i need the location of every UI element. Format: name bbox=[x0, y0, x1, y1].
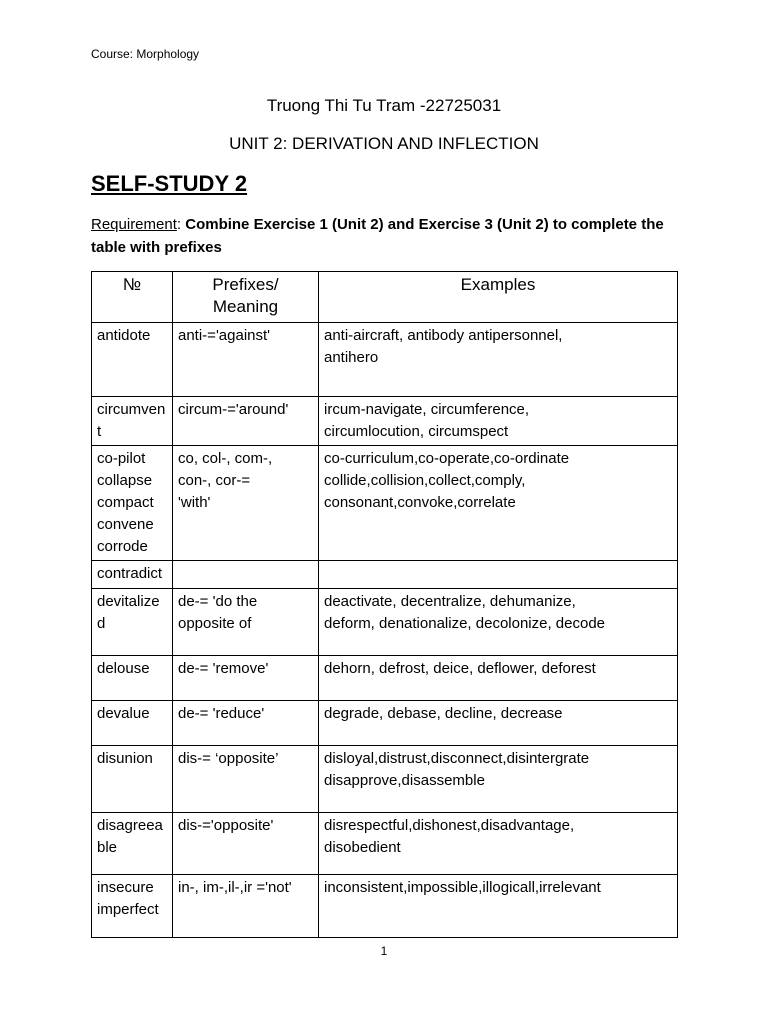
table-row bbox=[92, 589, 678, 656]
word-cell: antidote bbox=[92, 323, 173, 397]
table-row bbox=[92, 446, 678, 561]
word-cell: circumvent bbox=[92, 397, 173, 446]
examples-cell: deactivate, decentralize, dehumanize, deform, denationalize, decolonize, decode bbox=[319, 589, 678, 656]
prefix-cell: circum-='around' bbox=[173, 397, 319, 446]
examples-cell bbox=[319, 561, 678, 589]
word-cell: delouse bbox=[92, 656, 173, 701]
requirement-colon: : bbox=[176, 216, 186, 233]
word-cell: devitalized bbox=[92, 589, 173, 656]
self-study-heading: SELF-STUDY 2 bbox=[91, 171, 248, 196]
prefix-table bbox=[91, 271, 678, 938]
table-row bbox=[92, 323, 678, 397]
table-row bbox=[92, 701, 678, 746]
prefix-cell bbox=[173, 561, 319, 589]
word-cell: disagreeable bbox=[92, 813, 173, 875]
table-row bbox=[92, 397, 678, 446]
header-examples: Examples bbox=[319, 272, 678, 323]
examples-cell: degrade, debase, decline, decrease bbox=[319, 701, 678, 746]
header-prefixes: Prefixes/ Meaning bbox=[173, 272, 319, 323]
prefix-cell: co, col-, com-, con-, cor-= 'with' bbox=[173, 446, 319, 561]
prefix-cell: in-, im-,il-,ir ='not' bbox=[173, 875, 319, 938]
table-row bbox=[92, 746, 678, 813]
word-cell: disunion bbox=[92, 746, 173, 813]
examples-cell: disrespectful,dishonest,disadvantage, disobedient bbox=[319, 813, 678, 875]
unit-title: UNIT 2: DERIVATION AND INFLECTION bbox=[229, 134, 539, 153]
table-row bbox=[92, 656, 678, 701]
examples-cell: disloyal,distrust,disconnect,disintergrate disapprove,disassemble bbox=[319, 746, 678, 813]
examples-cell: inconsistent,impossible,illogicall,irrelevant bbox=[319, 875, 678, 938]
author-line: Truong Thi Tu Tram -22725031 bbox=[266, 96, 502, 115]
prefix-cell: dis-='opposite' bbox=[173, 813, 319, 875]
requirement-paragraph bbox=[91, 213, 691, 259]
table-header-row bbox=[92, 272, 678, 323]
table-row bbox=[92, 813, 678, 875]
header-number: № bbox=[92, 272, 173, 323]
word-cell: devalue bbox=[92, 701, 173, 746]
word-cell: insecure imperfect bbox=[92, 875, 173, 938]
page-number: 1 bbox=[380, 944, 388, 958]
table-row bbox=[92, 561, 678, 589]
examples-cell: ircum-navigate, circumference, circumlocution, circumspect bbox=[319, 397, 678, 446]
course-header: Course: Morphology bbox=[91, 47, 200, 61]
examples-cell: anti-aircraft, antibody antipersonnel, antihero bbox=[319, 323, 678, 397]
prefix-cell: anti-='against' bbox=[173, 323, 319, 397]
word-cell: contradict bbox=[92, 561, 173, 589]
table-row bbox=[92, 875, 678, 938]
requirement-text: Combine Exercise 1 (Unit 2) and Exercise 3 (Unit 2) to complete the table with prefixes bbox=[91, 216, 664, 256]
examples-cell: dehorn, defrost, deice, deflower, deforest bbox=[319, 656, 678, 701]
word-cell: co-pilot collapse compact convene corrode bbox=[92, 446, 173, 561]
requirement-label: Requirement bbox=[91, 216, 177, 233]
prefix-cell: dis-= ‘opposite’ bbox=[173, 746, 319, 813]
prefix-cell: de-= 'reduce' bbox=[173, 701, 319, 746]
examples-cell: co-curriculum,co-operate,co-ordinate collide,collision,collect,comply, consonant,convoke,correlate bbox=[319, 446, 678, 561]
prefix-cell: de-= 'do the opposite of bbox=[173, 589, 319, 656]
prefix-cell: de-= 'remove' bbox=[173, 656, 319, 701]
